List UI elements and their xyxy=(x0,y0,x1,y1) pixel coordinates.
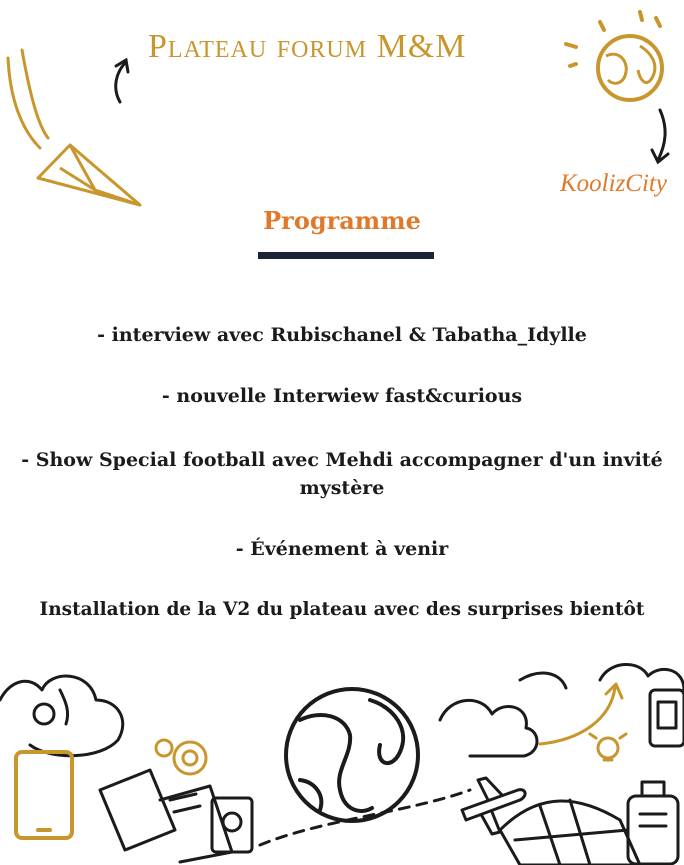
heading-underline xyxy=(258,252,434,259)
arrow-growth-icon xyxy=(540,684,622,744)
cloud-right-icon xyxy=(440,700,537,756)
globe-sun-icon xyxy=(598,36,662,100)
page-title: Plateau forum M&M xyxy=(148,28,467,65)
airplane-icon xyxy=(462,778,525,834)
bottom-illustration xyxy=(0,664,684,865)
gears-icon xyxy=(156,740,206,774)
program-item-fast-curious: - nouvelle Interwiew fast&curious xyxy=(161,385,523,407)
tablet-icon xyxy=(16,752,72,838)
phone-icon xyxy=(650,690,684,746)
brand-logo: KoolizCity xyxy=(560,170,667,197)
arrow-down-icon xyxy=(652,110,668,162)
program-item-interview: - interview avec Rubischanel & Tabatha_Idylle xyxy=(97,324,587,346)
program-item-upcoming-event: - Événement à venir xyxy=(235,538,449,560)
program-item-installation-v2: Installation de la V2 du plateau avec des surprises bientôt xyxy=(39,599,645,620)
lightbulb-icon xyxy=(590,734,626,760)
map-icon xyxy=(500,800,640,865)
paper-plane-icon xyxy=(38,145,140,205)
passport-icon xyxy=(100,770,252,862)
section-heading: Programme xyxy=(263,206,421,235)
program-item-football-show: - Show Special football avec Mehdi accompagner d'un invité mystère xyxy=(21,449,663,499)
copyright-icon xyxy=(34,704,54,724)
globe-icon xyxy=(260,689,470,845)
arrow-up-icon xyxy=(116,60,128,102)
swoosh-lines-icon xyxy=(8,50,48,148)
cloud-small-icon xyxy=(520,673,566,688)
cloud-icon xyxy=(0,676,123,756)
